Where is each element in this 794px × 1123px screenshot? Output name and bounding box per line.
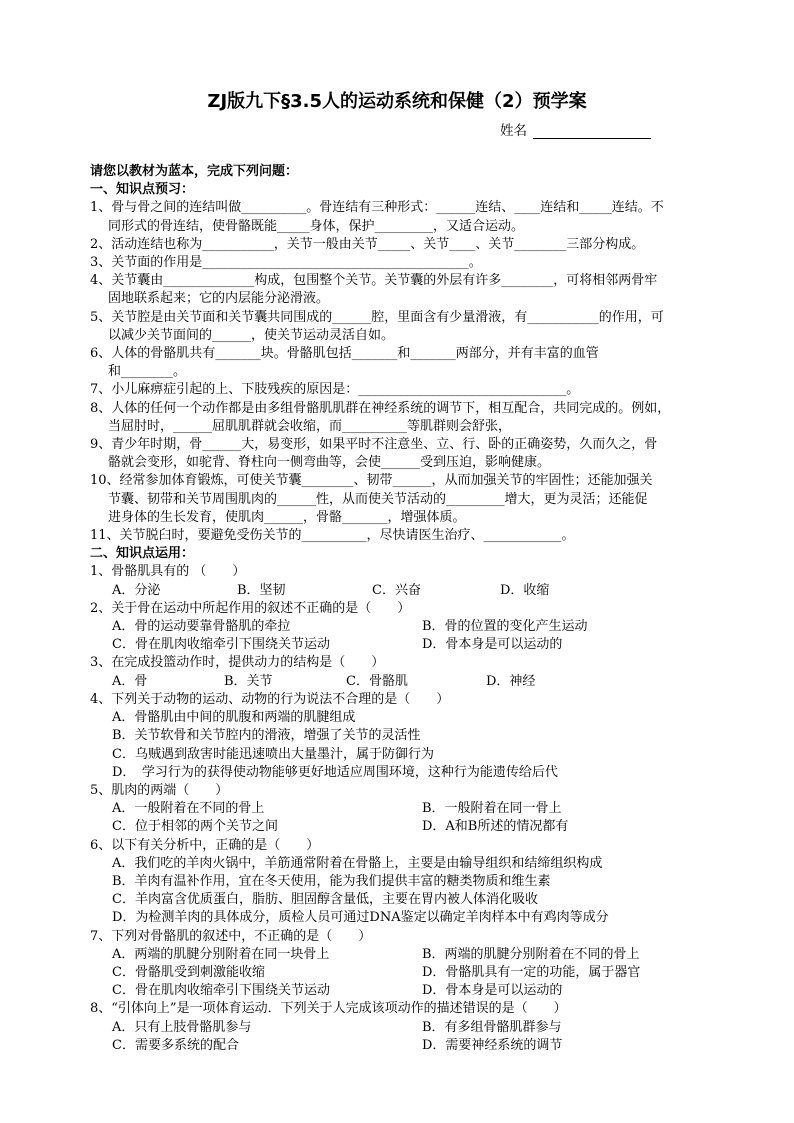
preview-line: 和________。 [108,364,187,380]
options-row [90,982,710,1000]
option-c[interactable]: C．羊肉富含优质蛋白，脂肪、胆固醇含量低，主要在胃内被人体消化吸收 [112,892,538,908]
preview-line: 9、青少年时期，骨______大，易变形，如果平时不注意坐、立、行、卧的正确姿势，久而久之，骨 [90,437,658,453]
name-label: 姓名 [500,123,527,139]
options-row [90,636,710,654]
question-stem: 8、“引体向上”是一项体育运动．下列关于人完成该项动作的描述错误的是（ ） [90,1001,567,1017]
options-row [90,673,710,691]
option-a[interactable]: A．骨的运动要靠骨骼肌的牵拉 [112,619,291,635]
option-b[interactable]: B．关节 [224,673,273,689]
preview-line: 8、人体的任何一个动作都是由多组骨骼肌肌群在神经系统的调节下，相互配合，共同完成的。例如， [90,400,671,416]
option-b[interactable]: B．坚韧 [237,582,286,598]
question-stem: 7、下列对骨骼肌的叙述中，不正确的是（ ） [90,928,372,944]
option-a[interactable]: A．两端的肌腱分别附着在同一块骨上 [112,946,330,962]
preview-line: 2、活动连结也称为___________，关节一般由关节_____、关节____、关节________三部分构成。 [90,236,645,252]
name-blank[interactable] [533,124,651,139]
options-row [90,1019,710,1037]
option-b[interactable]: B．有多组骨骼肌群参与 [422,1019,562,1035]
options-row [90,818,710,836]
option-c[interactable]: C．乌贼遇到敌害时能迅速喷出大量墨汁，属于防御行为 [112,746,434,762]
option-a[interactable]: A．一般附着在不同的骨上 [112,801,265,817]
question-stem: 3、在完成投篮动作时，提供动力的结构是（ ） [90,655,385,671]
option-d-extra[interactable]: D．骨本身是可以运动的 [422,983,563,999]
option-c[interactable]: C．需要多系统的配合 [112,1037,239,1053]
preview-line: 11、关节脱臼时，要避免受伤关节的__________，尽快请医生治疗、____________。 [90,528,575,544]
preview-line: 以减少关节面间的______，使关节运动灵活自如。 [108,327,395,343]
option-d[interactable]: D．A和B所述的情况都有 [422,819,569,835]
intro-text: 请您以教材为蓝本，完成下列问题： [90,164,299,179]
option-c[interactable]: C．骨骼肌受到刺激能收缩 [112,964,265,980]
preview-line: 节囊、韧带和关节周围肌肉的______性，从而使关节活动的_________增大，更为灵活；还能促 [108,491,648,507]
preview-line: 3、关节面的作用是_________________________________________。 [90,255,482,271]
option-d[interactable]: D．神经 [486,673,536,689]
option-b[interactable]: B．羊肉有温补作用，宜在冬天使用，能为我们提供丰富的糖类物质和维生素 [112,873,551,889]
question-stem: 6、以下有关分析中，正确的是（ ） [90,837,320,853]
preview-line: 固地联系起来；它的内层能分泌滑液。 [108,291,330,307]
preview-line: 7、小儿麻痹症引起的上、下肢残疾的原因是：________________________________。 [90,382,580,398]
preview-line: 4、关节囊由______________构成，包围整个关节。关节囊的外层有许多________，可将相邻两骨牢 [90,273,658,289]
option-b[interactable]: B．关节软骨和关节腔内的滑液，增强了关节的灵活性 [112,728,421,744]
section2-heading: 二、知识点运用： [90,546,195,562]
options-row [90,618,710,636]
option-d[interactable]: D．需要神经系统的调节 [422,1037,563,1053]
preview-line: 10、经常参加体育锻炼，可使关节囊________、韧带______，从而加强关节的牢固性；还能加强关 [90,473,653,489]
question-stem: 5、肌肉的两端（ ） [90,782,229,798]
option-b[interactable]: B．两端的肌腱分别附着在不同的骨上 [422,946,640,962]
option-a[interactable]: A．我们吃的羊肉火锅中，羊筋通常附着在骨骼上，主要是由输导组织和结缔组织构成 [112,855,603,871]
option-c[interactable]: C．骨骼肌 [346,673,408,689]
options-row [90,946,710,964]
option-c[interactable]: C．骨在肌肉收缩牵引下围绕关节运动 [112,637,330,653]
option-b[interactable]: B．一般附着在同一骨上 [422,801,562,817]
option-d[interactable]: D．骨本身是可以运动的 [422,637,563,653]
page-title: ZJ版九下§3.5人的运动系统和保健（2）预学案 [207,91,587,112]
option-a[interactable]: A．骨 [112,673,148,689]
preview-line: 当屈肘时，______屈肌肌群就会收缩，而__________等肌群则会舒张， [108,418,512,434]
option-a[interactable]: A．只有上肢骨骼肌参与 [112,1019,252,1035]
question-stem: 1、骨骼肌具有的 （ ） [90,564,246,580]
options-row [90,1037,710,1055]
preview-line: 骼就会变形，如驼背、脊柱向一侧弯曲等，会使______受到压迫，影响健康。 [108,455,551,471]
question-stem: 2、关于骨在运动中所起作用的叙述不正确的是（ ） [90,600,411,616]
option-d[interactable]: D．收缩 [500,582,550,598]
preview-line: 进身体的生长发育，使肌肉______，骨骼_______，增强体质。 [108,509,466,525]
options-row [90,582,710,600]
option-c[interactable]: C．兴奋 [372,582,421,598]
options-row [90,800,710,818]
preview-line: 5、关节腔是由关节面和关节囊共同围成的______腔，里面含有少量滑液，有___________的作用，可 [90,309,664,325]
option-c-extra[interactable]: C．骨在肌肉收缩牵引下围绕关节运动 [112,983,330,999]
option-d[interactable]: D．为检测羊肉的具体成分，质检人员可通过DNA鉴定以确定羊肉样本中有鸡肉等成分 [112,910,609,926]
preview-line: 1、骨与骨之间的连结叫做__________。骨连结有三种形式：______连结、____连结和_____连结。不 [90,200,664,216]
section1-heading: 一、知识点预习： [90,182,195,198]
options-row [90,964,710,982]
name-field [500,119,651,139]
option-d[interactable]: D． 学习行为的获得使动物能够更好地适应周围环境，这种行为能遗传给后代 [112,764,558,780]
question-stem: 4、下列关于动物的运动、动物的行为说法不合理的是（ ） [90,691,450,707]
option-b[interactable]: B．骨的位置的变化产生运动 [422,619,588,635]
preview-line: 6、人体的骨骼肌共有_______块。骨骼肌包括_______和_______两部分，并有丰富的血管 [90,346,599,362]
option-a[interactable]: A．分泌 [112,582,161,598]
option-d[interactable]: D．骨骼肌具有一定的功能，属于器官 [422,964,641,980]
option-a[interactable]: A．骨骼肌由中间的肌腹和两端的肌腱组成 [112,710,356,726]
worksheet-content [90,163,710,1055]
preview-line: 同形式的骨连结，使骨骼既能_____身体，保护_________，又适合运动。 [108,218,525,234]
option-c[interactable]: C．位于相邻的两个关节之间 [112,819,278,835]
